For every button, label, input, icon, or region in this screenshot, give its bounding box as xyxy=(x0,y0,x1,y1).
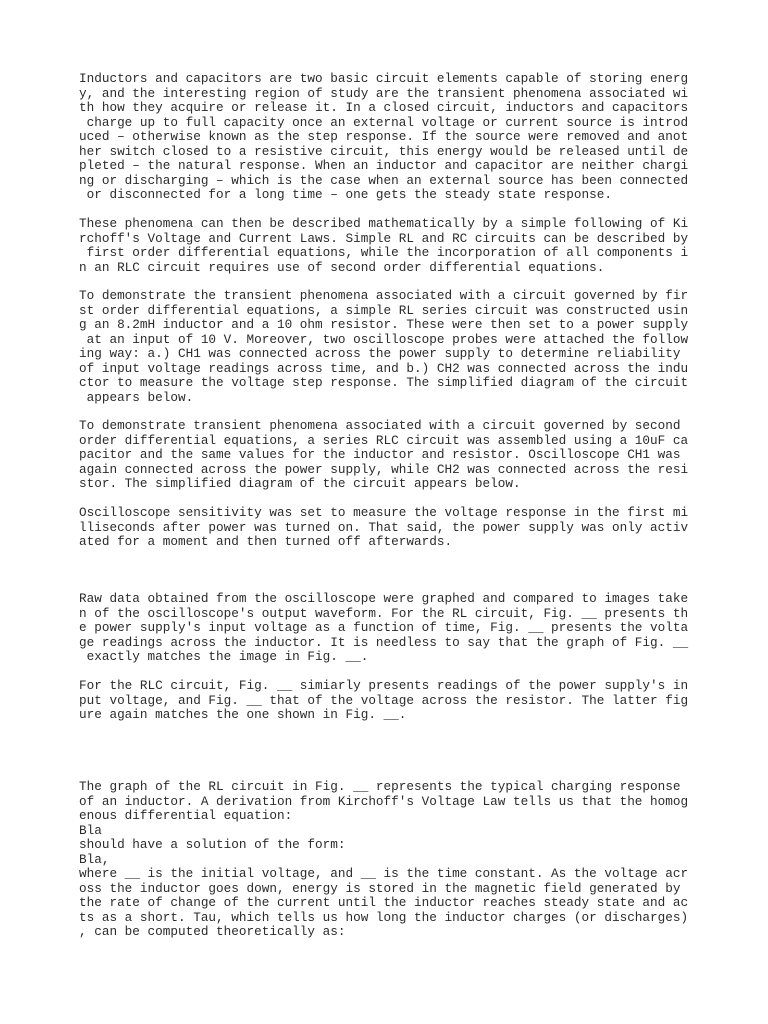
text-line: the rate of change of the current until the inductor reaches steady state and ac xyxy=(79,895,689,910)
text-line: at an input of 10 V. Moreover, two oscilloscope probes were attached the follow xyxy=(79,331,689,347)
text-line: th how they acquire or release it. In a closed circuit, inductors and capacitors xyxy=(79,100,689,115)
text-line: exactly matches the image in Fig. __. xyxy=(79,649,369,664)
text-line: Bla xyxy=(79,822,102,838)
text-line: ing way: a.) CH1 was connected across the power supply to determine reliability xyxy=(79,346,681,361)
text-line: stor. The simplified diagram of the circuit appears below. xyxy=(79,476,521,491)
text-line: uced – otherwise known as the step response. If the source were removed and anot xyxy=(79,129,689,144)
text-line: n an RLC circuit requires use of second order differential equations. xyxy=(79,259,605,275)
text-line: order differential equations, a series RLC circuit was assembled using a 10uF ca xyxy=(79,432,689,448)
text-line: where __ is the initial voltage, and __ is the time constant. As the voltage acr xyxy=(79,866,689,881)
text-line: ng or discharging – which is the case when an external source has been connected xyxy=(79,172,689,188)
text-line: Raw data obtained from the oscilloscope were graphed and compared to images take xyxy=(79,591,689,606)
text-line: , can be computed theoretically as: xyxy=(79,924,346,939)
text-line: enous differential equation: xyxy=(79,808,293,823)
text-line: put voltage, and Fig. __ that of the voltage across the resistor. The latter fig xyxy=(79,692,689,708)
paragraph-inductors-capacitors-intro xyxy=(79,72,688,203)
paragraph-rlc-figures xyxy=(79,679,688,723)
text-line: of an inductor. A derivation from Kirchoff's Voltage Law tells us that the homog xyxy=(79,793,689,809)
paragraph-rl-circuit-setup xyxy=(79,289,688,405)
text-line: or disconnected for a long time – one gets the steady state response. xyxy=(79,187,612,202)
text-line: ctor to measure the voltage step response. The simplified diagram of the circuit xyxy=(79,375,689,390)
text-line: again connected across the power supply, while CH2 was connected across the resi xyxy=(79,461,689,477)
text-line: appears below. xyxy=(79,389,194,405)
text-line: ts as a short. Tau, which tells us how long the inductor charges (or discharges) xyxy=(79,909,689,925)
text-line: These phenomena can then be described mathematically by a simple following of Ki xyxy=(79,216,689,231)
text-line: y, and the interesting region of study are the transient phenomena associated wi xyxy=(79,85,689,101)
text-line: of input voltage readings across time, and b.) CH2 was connected across the indu xyxy=(79,360,689,376)
text-line: e power supply's input voltage as a function of time, Fig. __ presents the volta xyxy=(79,620,689,635)
paragraph-rlc-circuit-setup xyxy=(79,419,688,492)
text-line: ure again matches the one shown in Fig. __. xyxy=(79,707,407,722)
text-line: oss the inductor goes down, energy is stored in the magnetic field generated by xyxy=(79,880,681,896)
text-line: Inductors and capacitors are two basic circuit elements capable of storing energ xyxy=(79,71,689,86)
text-line: rchoff's Voltage and Current Laws. Simple RL and RC circuits can be described by xyxy=(79,230,689,246)
text-line: For the RLC circuit, Fig. __ simiarly presents readings of the power supply's in xyxy=(79,678,689,693)
text-line: pacitor and the same values for the inductor and resistor. Oscilloscope CH1 was xyxy=(79,447,681,462)
paragraph-oscilloscope-sensitivity xyxy=(79,506,688,550)
text-line: g an 8.2mH inductor and a 10 ohm resistor. These were then set to a power supply xyxy=(79,317,689,332)
text-line: Oscilloscope sensitivity was set to measure the voltage response in the first mi xyxy=(79,505,689,520)
text-line: Bla, xyxy=(79,851,110,867)
text-line: ge readings across the inductor. It is needless to say that the graph of Fig. __ xyxy=(79,634,689,650)
text-line: n of the oscilloscope's output waveform. For the RL circuit, Fig. __ presents th xyxy=(79,605,689,621)
text-line: should have a solution of the form: xyxy=(79,837,346,852)
text-line: ated for a moment and then turned off afterwards. xyxy=(79,534,453,549)
text-line: her switch closed to a resistive circuit, this energy would be released until de xyxy=(79,143,689,159)
text-line: The graph of the RL circuit in Fig. __ represents the typical charging response xyxy=(79,779,681,794)
text-line: charge up to full capacity once an external voltage or current source is introd xyxy=(79,114,689,130)
paragraph-raw-data xyxy=(79,592,688,665)
text-line: To demonstrate transient phenomena associated with a circuit governed by second xyxy=(79,418,681,433)
paragraph-kirchhoff-laws xyxy=(79,217,688,275)
paragraph-rl-charging-response xyxy=(79,780,688,940)
text-line: lliseconds after power was turned on. That said, the power supply was only activ xyxy=(79,519,689,535)
text-line: To demonstrate the transient phenomena associated with a circuit governed by fir xyxy=(79,288,689,303)
text-line: pleted – the natural response. When an inductor and capacitor are neither chargi xyxy=(79,158,689,173)
text-line: first order differential equations, while the incorporation of all components i xyxy=(79,245,689,260)
text-line: st order differential equations, a simple RL series circuit was constructed usin xyxy=(79,302,689,318)
